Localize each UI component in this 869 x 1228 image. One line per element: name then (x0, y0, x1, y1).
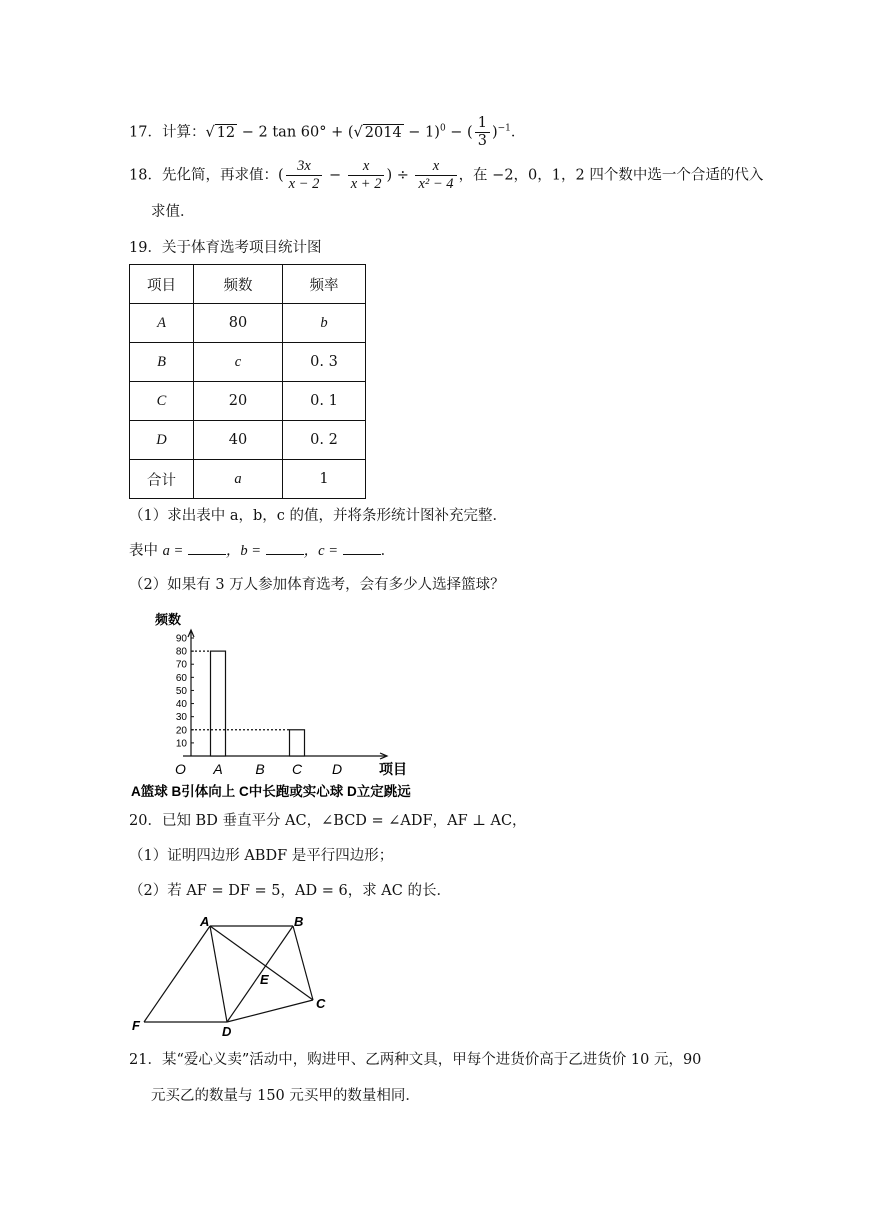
label-c: C (316, 996, 326, 1011)
y-tick-label: 60 (175, 672, 187, 684)
y-tick-label: 80 (175, 646, 187, 658)
label-a: A (200, 914, 210, 929)
q20-part1: （1）证明四边形 ABDF 是平行四边形； (129, 848, 394, 864)
table-row: C 20 0. 1 (130, 382, 366, 421)
y-tick-label: 30 (175, 712, 187, 724)
q19-title: 19．关于体育选考项目统计图 (129, 240, 322, 256)
geometry-figure (130, 912, 350, 1042)
table-row: D 40 0. 2 (130, 421, 366, 460)
x-tick-label: D (331, 761, 343, 777)
label-e: E (260, 972, 269, 987)
q19-part2: （2）如果有 3 万人参加体育选考，会有多少人选择篮球？ (129, 577, 505, 593)
x-tick-label: C (291, 761, 303, 777)
segment-bc (293, 926, 313, 1000)
origin-label: O (175, 761, 186, 777)
q21-line2: 元买乙的数量与 150 元买甲的数量相同． (151, 1088, 420, 1104)
table-row: 合计 a 1 (130, 460, 366, 499)
q18-fraction-1: $\frac{3x}{x - 2}$ (286, 158, 323, 193)
q19-part1: （1）求出表中 a，b，c 的值，并将条形统计图补充完整． (129, 508, 507, 524)
q20-part2: （2）若 AF = DF = 5，AD = 6，求 AC 的长． (129, 883, 451, 899)
q18-fraction-2: $\frac{x}{x + 2}$ (348, 158, 385, 193)
blank-b[interactable] (266, 540, 304, 555)
q20-line1: 20．已知 BD 垂直平分 AC，∠BCD = ∠ADF，AF ⊥ AC， (129, 813, 527, 829)
q18: 18．先化简，再求值：( $\frac{3x}{x - 2}$ − $\frac{x}{x + 2}$ ) ÷ $\frac{x}{\text{x² − 4}}$ ，在 −2，0，1，2 四个数中选一个合适的代入 (129, 158, 764, 192)
segment-ad (210, 926, 227, 1022)
q18-line2: 求值． (151, 204, 195, 220)
bar-A (211, 651, 226, 756)
q17: 17．计算：√ 12 − 2 tan 60° + (√ 2014 − 1)$^0$ − ( $\frac{1}{3}$ )$^{-1}$． (129, 115, 526, 149)
q18-fraction-3: $\frac{x}{\text{x² − 4}}$ (415, 158, 456, 193)
x-tick-label: A (213, 761, 223, 777)
segment-fa (144, 926, 210, 1022)
blank-c[interactable] (343, 540, 381, 555)
segment-ac (210, 926, 313, 1000)
table-row: B c 0. 3 (130, 343, 366, 382)
blank-a[interactable] (188, 540, 226, 555)
y-tick-label: 70 (175, 659, 187, 671)
y-tick-label: 20 (175, 725, 187, 737)
bar-chart (125, 608, 415, 798)
x-axis-label: 项目 (379, 761, 407, 777)
table-row: A 80 b (130, 304, 366, 343)
frequency-table (129, 264, 366, 499)
chart-caption: A篮球 B引体向上 C中长跑或实心球 D立定跳远 (131, 784, 411, 799)
q19-fill-line: 表中 a = ，b = ，c = ． (129, 540, 395, 561)
y-tick-label: 50 (175, 685, 187, 697)
label-d: D (222, 1024, 232, 1039)
q21-line1: 21．某“爱心义卖”活动中，购进甲、乙两种文具，甲每个进货价高于乙进货价 10 元，90 (129, 1052, 702, 1068)
y-axis-label: 频数 (155, 612, 182, 627)
table-header-row: 项目 频数 频率 (130, 265, 366, 304)
bar-C (290, 730, 305, 756)
y-tick-label: 10 (175, 738, 187, 750)
y-tick-label: 90 (175, 633, 187, 645)
q17-fraction: $\frac{1}{3}$ (475, 115, 490, 150)
label-b: B (294, 914, 304, 929)
label-f: F (132, 1018, 140, 1033)
x-tick-label: B (255, 761, 265, 777)
y-tick-label: 40 (175, 699, 187, 711)
